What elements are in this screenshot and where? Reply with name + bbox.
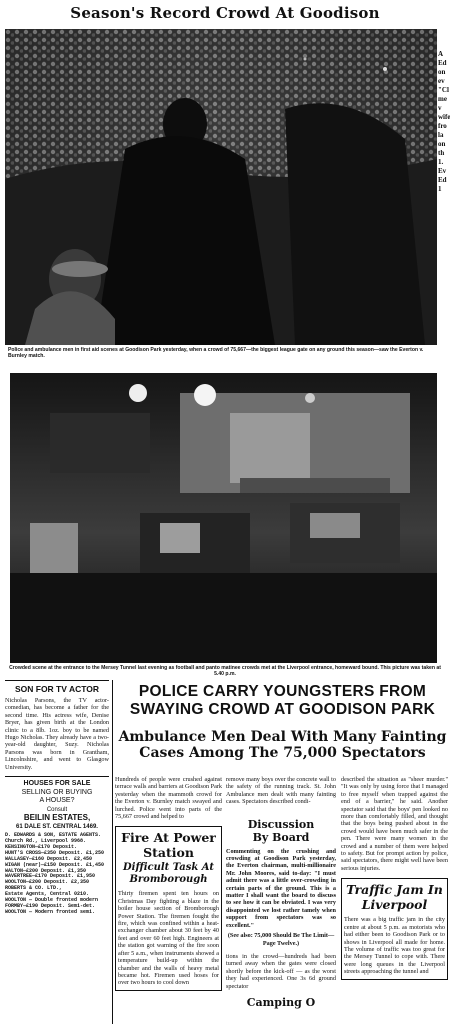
strip-fragment: me xyxy=(438,95,447,103)
strip-fragment: A xyxy=(438,50,444,58)
house-ad-line: KENSINGTON—£170 Deposit. xyxy=(5,843,78,850)
strip-fragment: wife xyxy=(438,113,450,121)
house-ads-list xyxy=(5,833,109,916)
strip-fragment: v xyxy=(438,104,442,112)
page-headline: Season's Record Crowd At Goodison xyxy=(70,4,380,22)
adjacent-column-fragment xyxy=(438,50,450,250)
house-ad-line: Estate Agents, Central 0210. xyxy=(5,891,90,898)
main-story-col1: Hundreds of people were crushed against terrace walls and barriers at Goodison Park yesterday when the mammoth crowd for the Everton v. Burnley match swayed and lurched. Police went into parts of the 75,667 crowd and helped to xyxy=(115,776,222,821)
strip-fragment: 1. xyxy=(438,158,444,166)
houses-line2: A HOUSE? xyxy=(39,797,75,805)
houses-line4: BEILIN ESTATES, xyxy=(23,813,91,823)
discussion-tail: tions in the crowd—hundreds had been turned away when the gates were closed shortly before the kick-off — as the worst they had experienced. One 3s 6d ground spectator xyxy=(226,952,336,990)
houses-title: HOUSES FOR SALE xyxy=(23,780,91,788)
fire-title-line1: Fire At Power xyxy=(121,830,216,846)
traffic-story-body: There was a big traffic jam in the city centre at about 5 p.m. as motorists who had either been to Goodison Park or to shows in Liverpool all made for home. The volume of traffic was too great for the Mersey Tunnel to cope with. There were long queues in the Liverpool streets approaching the tunnel and xyxy=(344,916,445,976)
strip-fragment: ev xyxy=(438,77,445,85)
house-ad-line: WOOLTON — Modern fronted semi. xyxy=(5,908,96,915)
houses-line5: 61 DALE ST. CENTRAL 1469. xyxy=(16,823,98,830)
fire-sub-line2: Bromborough xyxy=(129,874,208,886)
strip-fragment: la xyxy=(438,131,444,139)
main-col2 xyxy=(226,776,336,1009)
strip-fragment: Ev xyxy=(438,167,447,175)
strip-fragment: "Cl xyxy=(438,86,449,94)
strip-fragment: Ed xyxy=(438,59,447,67)
house-ad-line: ROBERTS & CO. LTD., xyxy=(5,885,63,892)
main-subhead-line1: Ambulance Men Deal With Many Fainting xyxy=(118,729,447,745)
house-ad-line: WOOLTON — Double fronted modern xyxy=(5,897,99,904)
discussion-title-line2: By Board xyxy=(252,830,310,844)
house-ad-line: Church Rd., Liverpool 9968. xyxy=(5,837,87,844)
house-ad-line: FORMBY—£190 Deposit. Semi-det. xyxy=(5,902,96,909)
fire-sub-line1: Difficult Task At xyxy=(122,862,214,874)
house-ad-line: WALTON—£200 Deposit. £1,350 xyxy=(5,867,87,874)
photo2-caption: Crowded scene at the entrance to the Mersey Tunnel last evening as football and panto matinee crowds met at the Liverpool entrance, homeward bound. This picture was taken at 5.40 p.m. xyxy=(9,665,441,678)
discussion-see-also: (See also: 75,000 Should Be The Limit—Page Twelve.) xyxy=(227,932,335,947)
son-story-title: SON FOR TV ACTOR xyxy=(14,684,100,694)
discussion-body: Commenting on the crushing and crowding at Goodison Park yesterday, the Everton chairman, multi-millionaire Mr. John Moores, said to-day: "I must admit there was a little over-crowding in certain parts of the ground. This is a matter I shall want the board to discuss to see how it can be obviated. I was very disappointed we lost rather tamely when support from spectators was so excellent." xyxy=(226,847,336,929)
left-column xyxy=(5,680,109,916)
strip-fragment: on xyxy=(438,68,446,76)
house-ad-line: WOOLTON—£200 Deposit. £2,350 xyxy=(5,879,90,886)
main-story-col2: remove many boys over the concrete wall to the safety of the running track. St. John Ambulance men dealt with many fainting cases. Spectators described condi- xyxy=(226,776,336,806)
traffic-title-line1: Traffic Jam In xyxy=(346,882,443,898)
cut-heading: Camping O xyxy=(246,995,316,1009)
main-col1 xyxy=(115,776,222,991)
son-story-body: Nicholas Parsons, the TV actor-comedian, has become a father for the second time. His actress wife, Denise Bryer, has given birth at the London clinic to a 8lb. 1oz. boy to be named Hugo Nicholas. They already have a two-year-old daughter, Suzy. Nicholas Parsons was born in Grantham, Lincolnshire, and went to Glasgow University. xyxy=(5,697,109,771)
main-headline-line2: SWAYING CROWD AT GOODISON PARK xyxy=(129,701,436,718)
strip-fragment: 1 xyxy=(438,185,442,193)
crowd-first-aid-photo xyxy=(5,29,437,345)
main-col3 xyxy=(341,776,448,980)
main-subhead-line2: Cases Among The 75,000 Spectators xyxy=(139,745,426,761)
column-rule xyxy=(5,680,109,681)
fire-title-line2: Station xyxy=(143,845,194,861)
main-story-head xyxy=(115,683,450,761)
traffic-title-line2: Liverpool xyxy=(361,897,428,913)
fire-story-body: Thirty firemen spent ten hours on Christmas Day fighting a blaze in the boiler house section of Bromborough Power Station. The firemen fought the fire, which was confined within a heat-exchanger chamber about 30 feet by 40 feet and over 60 feet high. Engineers at the station got warning of the fire soon after 5 a.m., when instruments showed a temperature build-up within the chamber and the walls of heavy metal became hot. Firemen used hoses for over two hours to cool down xyxy=(118,890,219,987)
column-rule xyxy=(5,776,109,777)
houses-line3: Consult xyxy=(46,806,68,813)
main-story-col3: described the situation as "sheer murder." "It was only by using force that I managed to free myself when trapped against the end of a barrier," he said. Another spectator said that the boys' pen looked no more than comfortably filled, and thought that the boys being pushed about in the crowd would have been much safer in the pen. There were many women in the crowd and a number of them were helped to safety. But for prompt action by police, said spectators, there might well have been serious injuries. xyxy=(341,776,448,872)
discussion-title-line1: Discussion xyxy=(247,817,315,831)
house-ad-line: WALLASEY—£160 Deposit. £2,450 xyxy=(5,855,93,862)
column-divider xyxy=(112,680,113,1024)
fire-story-box xyxy=(115,826,222,990)
house-ad-line: WAVERTREE—£170 Deposit. £1,950 xyxy=(5,873,96,880)
strip-fragment: Ed xyxy=(438,176,447,184)
strip-fragment: th xyxy=(438,149,445,157)
main-headline-line1: POLICE CARRY YOUNGSTERS FROM xyxy=(138,683,427,700)
strip-fragment: fro xyxy=(438,122,447,130)
house-ad-line: HUNT'S CROSS—£350 Deposit. £1,250 xyxy=(5,849,105,856)
mersey-tunnel-photo xyxy=(10,373,437,663)
traffic-story-box xyxy=(341,878,448,979)
photo1-caption: Police and ambulance men in first aid scenes at Goodison Park yesterday, when a crowd of 75,667—the biggest league gate on any ground this season—saw the Everton v. Burnley match. xyxy=(8,347,424,360)
strip-fragment: on xyxy=(438,140,446,148)
house-ad-line: WIGAN (near)—£150 Deposit. £1,450 xyxy=(5,861,105,868)
house-ad-line: D. EDWARDS & SON, ESTATE AGENTS. xyxy=(5,832,102,839)
houses-line1: SELLING OR BUYING xyxy=(21,788,93,796)
